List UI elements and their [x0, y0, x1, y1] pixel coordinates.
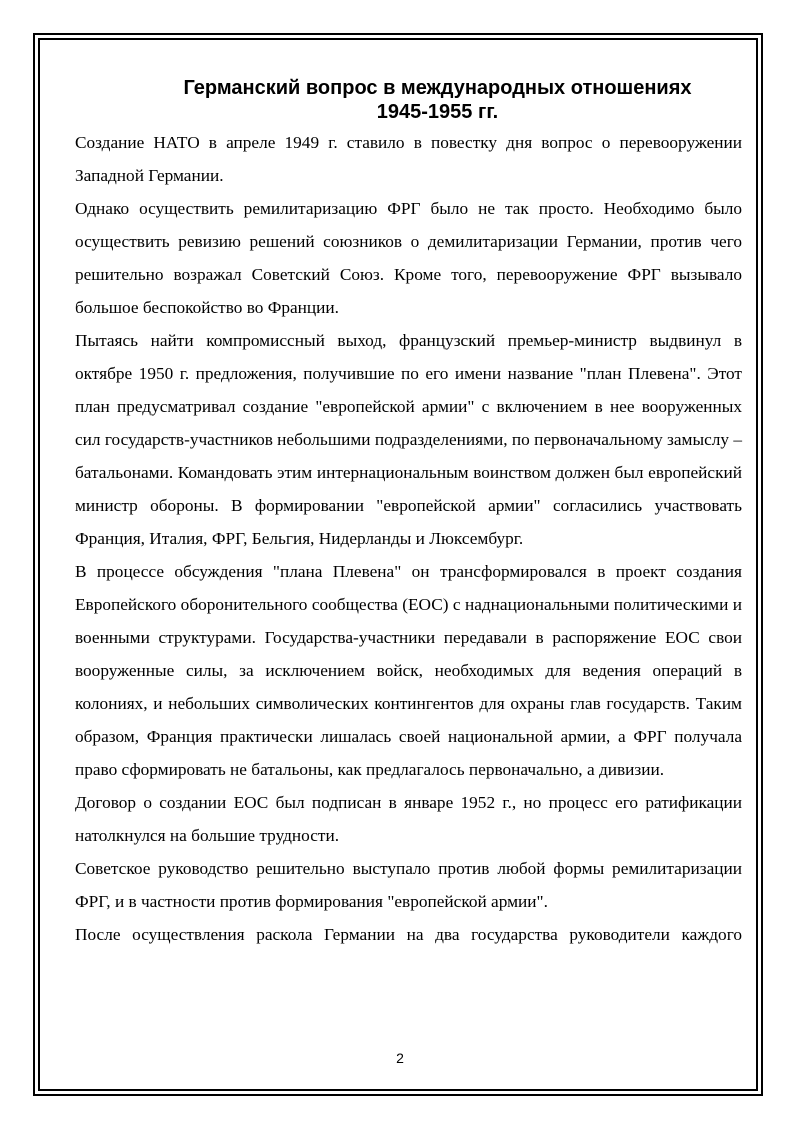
paragraph-3: Пытаясь найти компромиссный выход, французский премьер-министр выдвинул в октябре 1950 г. предложения, получившие по его имени название "план Плевена". Этот план предусматривал создание "европейской армии" с включением в нее вооруженных сил государств-участников небольшими подразделениями, по первоначальному замыслу – батальонами. Командовать этим интернациональным воинством должен был европейский министр обороны. В формировании "европейской армии" согласились участвовать Франция, Италия, ФРГ, Бельгия, Нидерланды и Люксембург. [75, 331, 742, 548]
paragraph-7: После осуществления раскола Германии на два государства руководители каждого [75, 925, 742, 944]
document-title [75, 76, 800, 124]
paragraph-1: Создание НАТО в апреле 1949 г. ставило в повестку дня вопрос о перевооружении Западной Германии. [75, 133, 742, 185]
title-line-2: 1945-1955 гг. [376, 101, 499, 123]
page-number: 2 [396, 1050, 404, 1066]
title-line-1: Германский вопрос в международных отношениях [183, 77, 692, 99]
paragraph-4: В процессе обсуждения "плана Плевена" он трансформировался в проект создания Европейского оборонительного сообщества (ЕОС) с наднациональными политическими и военными структурами. Государства-участники передавали в распоряжение ЕОС свои вооруженные силы, за исключением войск, необходимых для ведения операций в колониях, и небольших символических контингентов для охраны глав государств. Таким образом, Франция практически лишалась своей национальной армии, а ФРГ получала право сформировать не батальоны, как предлагалось первоначально, а дивизии. [75, 562, 742, 779]
paragraph-5: Договор о создании ЕОС был подписан в январе 1952 г., но процесс его ратификации натолкнулся на большие трудности. [75, 793, 742, 845]
paragraph-6: Советское руководство решительно выступало против любой формы ремилитаризации ФРГ, и в частности против формирования "европейской армии". [75, 859, 742, 911]
document-body [75, 126, 742, 951]
paragraph-2: Однако осуществить ремилитаризацию ФРГ было не так просто. Необходимо было осуществить ревизию решений союзников о демилитаризации Германии, против чего решительно возражал Советский Союз. Кроме того, перевооружение ФРГ вызывало большое беспокойство во Франции. [75, 199, 742, 317]
